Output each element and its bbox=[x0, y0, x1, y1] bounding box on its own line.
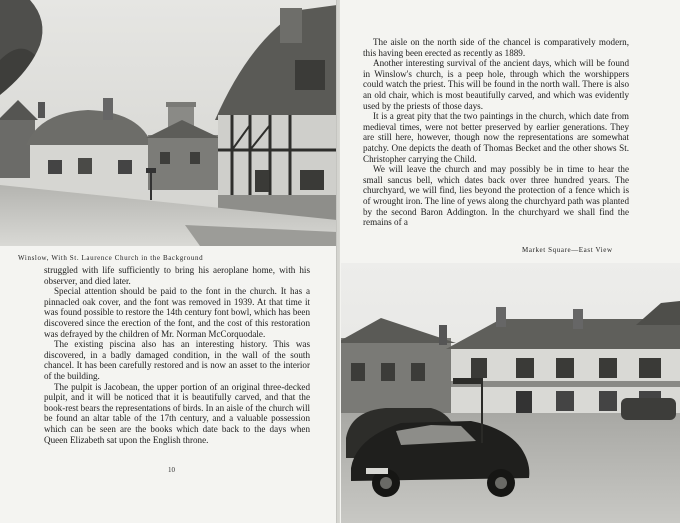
right-paragraph: Another interesting survival of the ancient days, which will be found in Winslow's church, is a peep hole, through which the worshippers could watch the priest. This will be found in the north wall. There is also an old chair, which is most beautifully carved, and which was evidently used by the priests of those days. bbox=[363, 58, 629, 111]
market-photo-caption: Market Square—East View bbox=[522, 246, 613, 254]
right-paragraph: It is a great pity that the two paintings in the church, which date from medieval times, were not better preserved by earlier generations. They are still here, however, though now the representations are somewhat patchy. One depicts the death of Thomas Becket and the other shows St. Christopher carrying the Child. bbox=[363, 111, 629, 164]
market-photo-drawing bbox=[341, 263, 680, 523]
page-number: 10 bbox=[168, 466, 175, 474]
left-paragraph: Special attention should be paid to the font in the church. It has a pinnacled oak cover, and the font was removed in 1939. At that time it was found possible to restore the 14th century font bowl, which has been discovered since the erection of the font, and the cost of this restoration was defrayed by the children of Mr. Norman McCorquodale. bbox=[44, 286, 310, 339]
left-paragraph: The existing piscina also has an interesting history. This was discovered, in a badly damaged condition, in the wall of the south chancel. It has been carefully restored and is now an asset to the interior of the building. bbox=[44, 339, 310, 381]
right-page-body bbox=[363, 37, 629, 228]
winslow-street-photo bbox=[0, 0, 337, 246]
right-paragraph: The aisle on the north side of the chancel is comparatively modern, this having been erected as recently as 1889. bbox=[363, 37, 629, 58]
market-square-photo bbox=[341, 263, 680, 523]
left-page-body bbox=[44, 265, 310, 445]
left-paragraph: The pulpit is Jacobean, the upper portion of an original three-decked pulpit, and it will be noticed that it is beautifully carved, and that the book-rest bears the representations of birds. In an aisle of the church will be found an altar table of the 17th century, and a valuable possession which can be seen are the books which date back to the days when Queen Elizabeth sat upon the English throne. bbox=[44, 381, 310, 445]
left-paragraph: struggled with life sufficiently to bring his aeroplane home, with his observer, and died later. bbox=[44, 265, 310, 286]
left-page bbox=[0, 0, 338, 523]
right-paragraph: We will leave the church and may possibly be in time to hear the small sancus bell, which dates back over three hundred years. The churchyard, we will find, lies beyond the protection of a fence which is of wrought iron. The line of yews along the churchyard path was planted by the second Baron Addington. In the churchyard we shall find the remains of a bbox=[363, 164, 629, 228]
winslow-photo-drawing bbox=[0, 0, 337, 246]
winslow-photo-caption: Winslow, With St. Laurence Church in the Background bbox=[18, 254, 204, 262]
